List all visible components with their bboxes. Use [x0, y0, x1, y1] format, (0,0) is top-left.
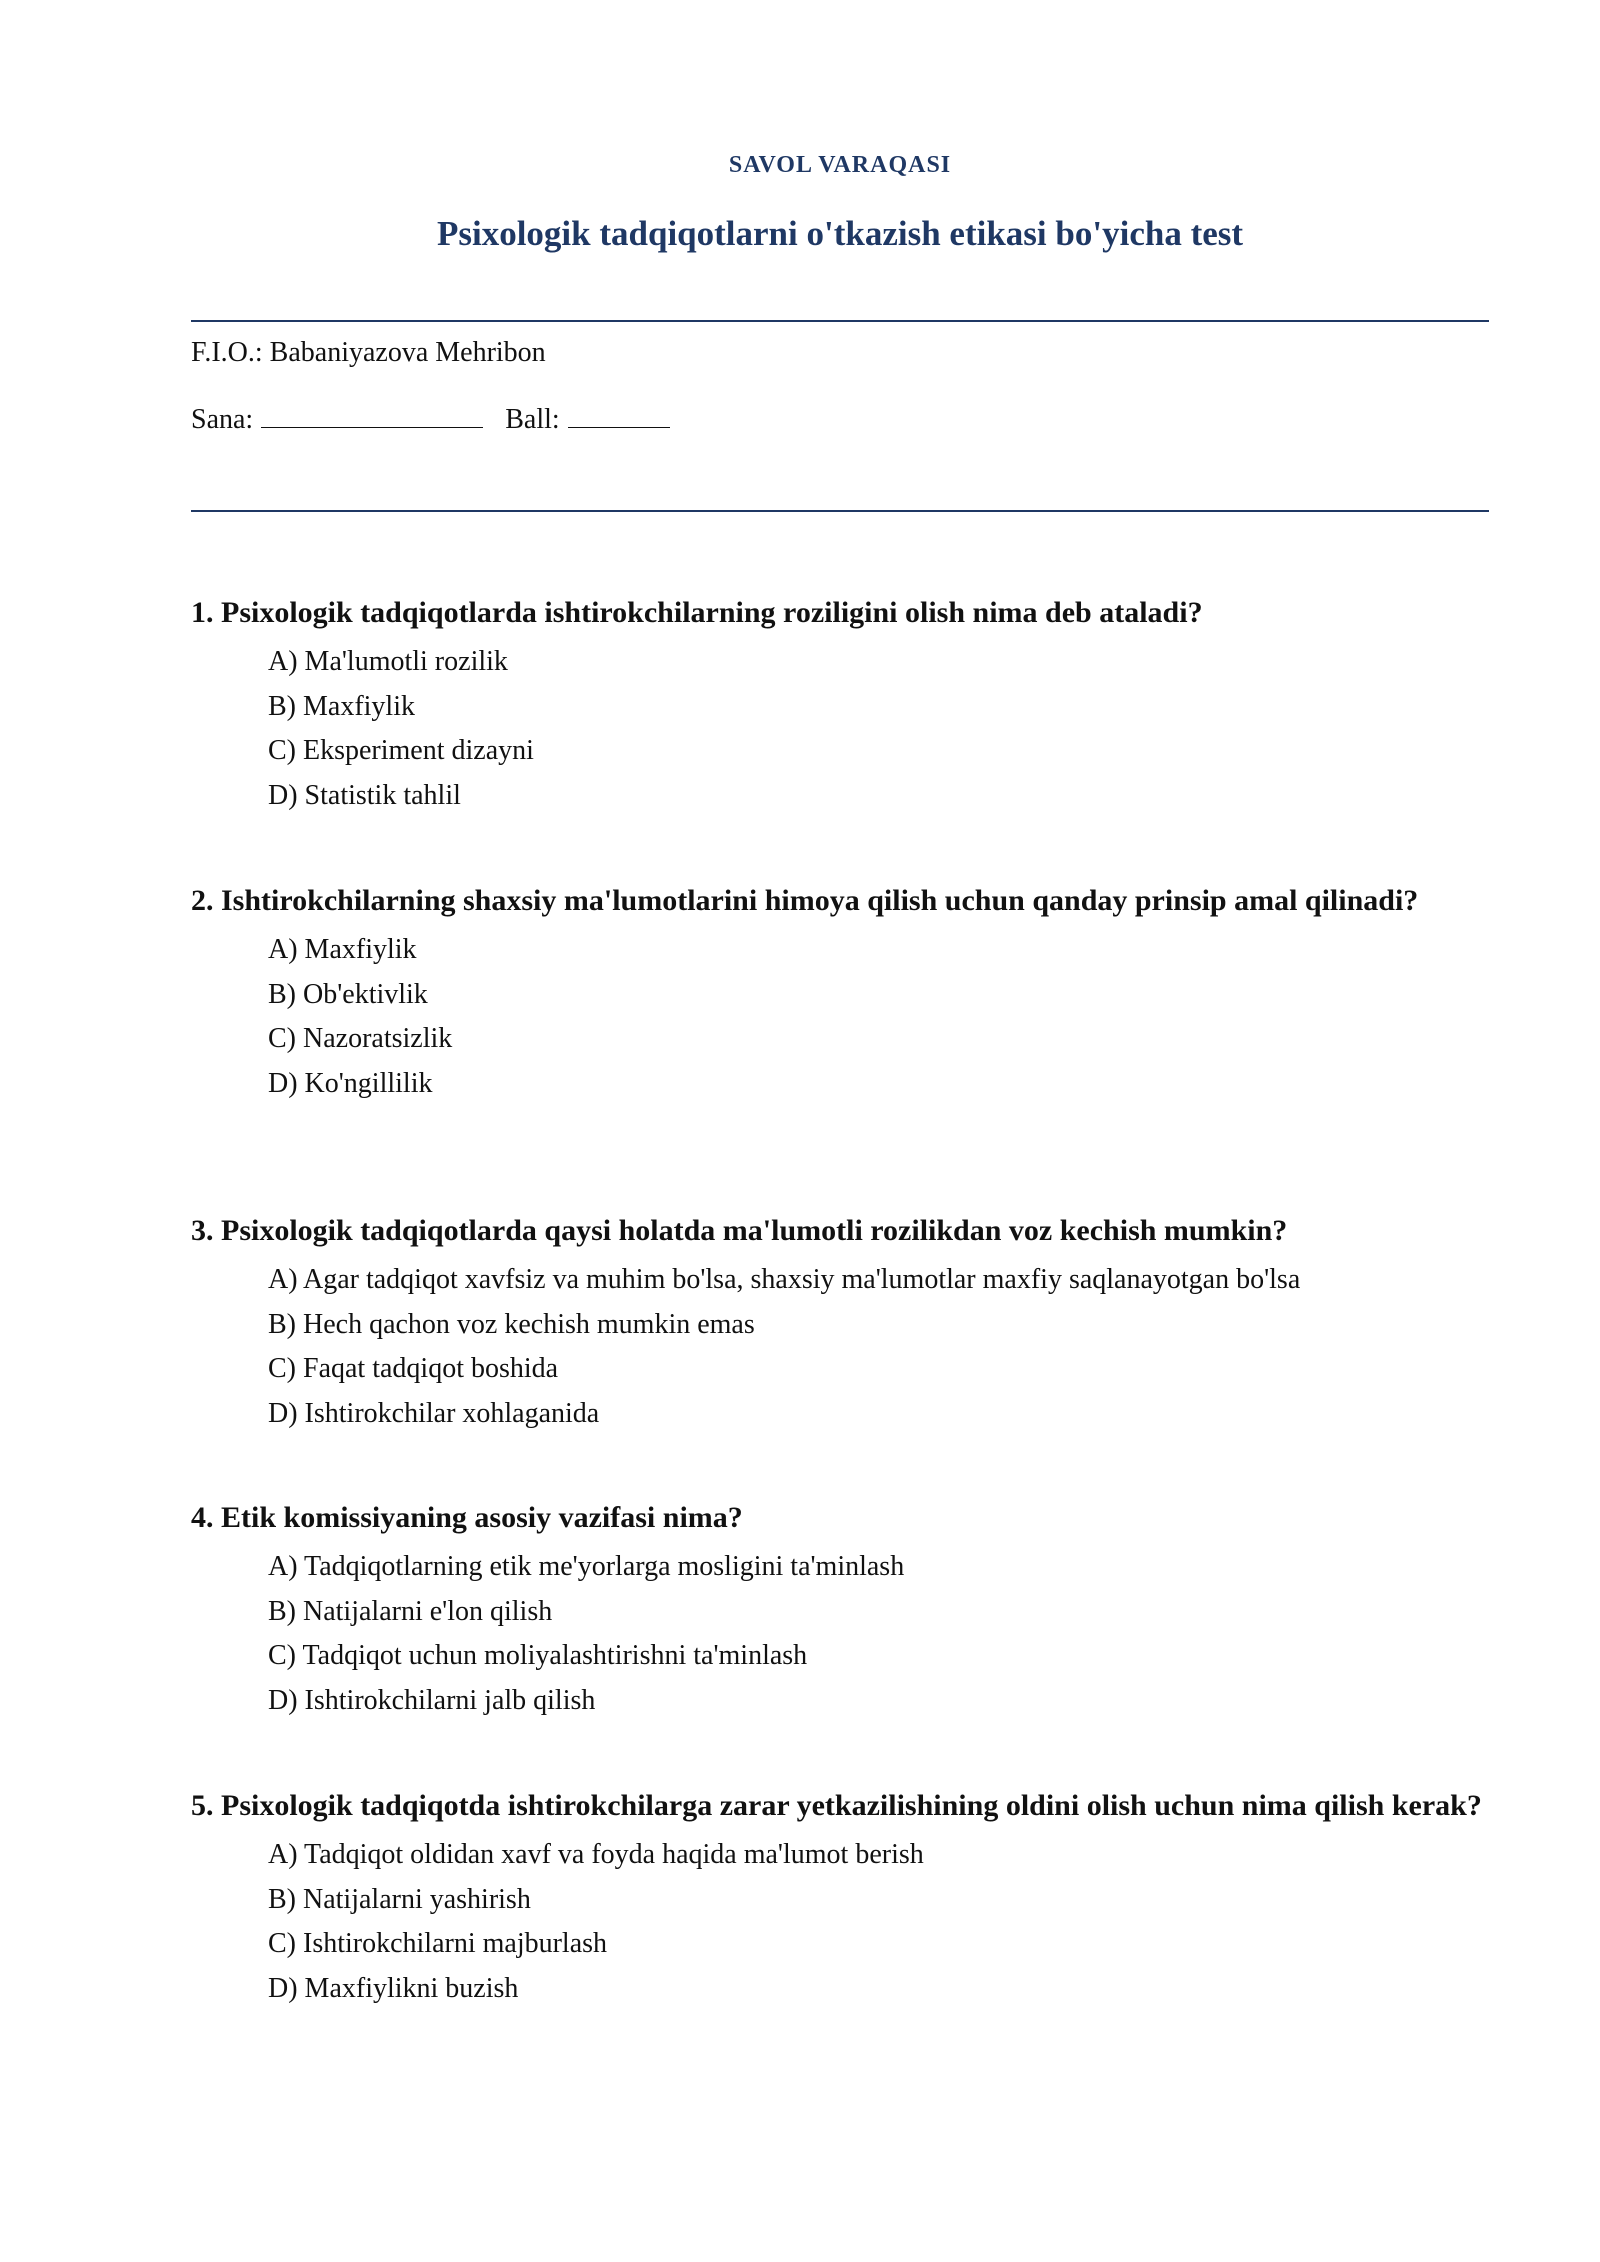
question-text: 1. Psixologik tadqiqotlarda ishtirokchilarning roziligini olish nima deb ataladi? [191, 596, 1203, 629]
question-text: 5. Psixologik tadqiqotda ishtirokchilarga zarar yetkazilishining oldini olish uchun nima qilish kerak? [191, 1789, 1482, 1822]
page-title: Psixologik tadqiqotlarni o'tkazish etikasi bo'yicha test [436, 214, 1244, 253]
option-list [191, 1833, 1489, 2011]
option-item[interactable]: C) Nazoratsizlik [268, 1023, 453, 1054]
question-block [191, 592, 1489, 818]
question-block [191, 1497, 1489, 1723]
option-list [191, 640, 1489, 818]
ball-label: Ball: [505, 404, 560, 435]
option-item[interactable]: C) Faqat tadqiqot boshida [268, 1353, 559, 1384]
question-block [191, 1210, 1489, 1436]
fio-label: F.I.O.: [191, 337, 263, 368]
option-item[interactable]: C) Ishtirokchilarni majburlash [268, 1928, 608, 1959]
question-text: 3. Psixologik tadqiqotlarda qaysi holatda ma'lumotli rozilikdan voz kechish mumkin? [191, 1214, 1288, 1247]
question-text: 2. Ishtirokchilarning shaxsiy ma'lumotlarini himoya qilish uchun qanday prinsip amal qilinadi? [191, 884, 1419, 917]
option-item[interactable]: D) Maxfiylikni buzish [268, 1972, 519, 2004]
option-item[interactable]: C) Tadqiqot uchun moliyalashtirishni ta'minlash [268, 1640, 808, 1671]
option-item[interactable]: A) Tadqiqotlarning etik me'yorlarga mosligini ta'minlash [268, 1551, 905, 1582]
ball-blank-line[interactable] [568, 401, 670, 428]
option-item[interactable]: A) Maxfiylik [268, 934, 417, 965]
option-item[interactable]: B) Ob'ektivlik [268, 978, 428, 1010]
option-item[interactable]: B) Hech qachon voz kechish mumkin emas [268, 1308, 755, 1340]
header-divider-bottom [191, 510, 1489, 512]
question-block [191, 1785, 1489, 2011]
header-divider-top [191, 320, 1489, 322]
question-text: 4. Etik komissiyaning asosiy vazifasi nima? [191, 1501, 743, 1534]
option-item[interactable]: D) Ko'ngillilik [268, 1067, 433, 1099]
option-item[interactable]: A) Ma'lumotli rozilik [268, 646, 508, 677]
option-item[interactable]: D) Statistik tahlil [268, 779, 461, 811]
student-name-field [191, 336, 546, 370]
date-score-field [191, 401, 670, 437]
option-item[interactable]: D) Ishtirokchilar xohlaganida [268, 1397, 600, 1429]
option-item[interactable]: A) Agar tadqiqot xavfsiz va muhim bo'lsa, shaxsiy ma'lumotlar maxfiy saqlanayotgan bo'lsa [268, 1264, 1301, 1295]
option-list [191, 928, 1489, 1106]
option-item[interactable]: C) Eksperiment dizayni [268, 735, 534, 766]
option-item[interactable]: B) Natijalarni e'lon qilish [268, 1595, 553, 1627]
option-item[interactable]: A) Tadqiqot oldidan xavf va foyda haqida ma'lumot berish [268, 1839, 924, 1870]
option-item[interactable]: D) Ishtirokchilarni jalb qilish [268, 1684, 596, 1716]
option-list [191, 1258, 1489, 1436]
sheet-kicker: SAVOL VARAQASI [728, 152, 952, 178]
fio-value: Babaniyazova Mehribon [269, 337, 546, 368]
option-item[interactable]: B) Maxfiylik [268, 690, 415, 722]
option-item[interactable]: B) Natijalarni yashirish [268, 1883, 531, 1915]
option-list [191, 1545, 1489, 1723]
question-block [191, 880, 1489, 1106]
sana-blank-line[interactable] [261, 401, 483, 428]
sana-label: Sana: [191, 404, 254, 435]
